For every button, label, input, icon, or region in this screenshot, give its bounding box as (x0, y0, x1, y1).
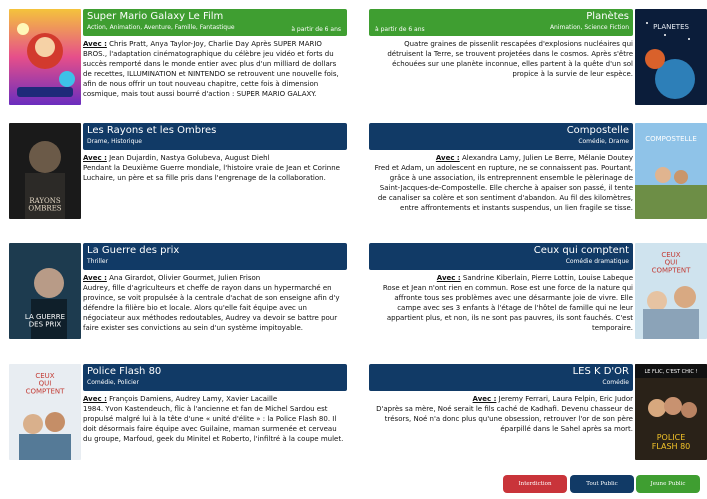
cast-label: Avec : (83, 395, 107, 403)
poster-guerre-des-prix (9, 243, 81, 339)
legend-tout-public (570, 475, 634, 493)
film-cast: Ana Girardot, Olivier Gourmet, Julien Frison (109, 274, 261, 282)
poster-title-line: QUI (38, 379, 52, 388)
poster-art-les-k-dor (635, 364, 707, 460)
film-title: Ceux qui comptent (533, 245, 629, 256)
legend-label: Interdiction (518, 481, 552, 487)
film-info (83, 394, 347, 444)
poster-ceux-qui-comptent (635, 243, 707, 339)
legend-label: Jeune Public (650, 481, 686, 487)
film-synopsis: Rose et Jean n'ont rien en commun. Rose est une force de la nature qui affronte tous ses problèmes avec une désarmante joie de vivre. Elle campe avec ses 3 enfants à l'étage de l'hôtel de famille qui ne leur appartient plus, et non, ils ne sont pas pauvres, ils sont fauchés. C'est temporaire. (382, 284, 633, 332)
film-title: La Guerre des prix (87, 245, 180, 256)
film-info (83, 39, 347, 99)
poster-title-line: LA GUERRE (24, 313, 66, 321)
poster-title-line: COMPTENT (651, 266, 691, 275)
poster-title (25, 313, 65, 329)
age-rating: à partir de 6 ans (291, 26, 341, 33)
film-info (369, 394, 633, 434)
poster-art-super-mario (9, 9, 81, 105)
cast-label: Avec : (435, 154, 460, 162)
cast-label: Avec : (83, 40, 107, 48)
film-genre: Action, Animation, Aventure, Famille, Fantastique (87, 24, 235, 31)
poster-title-line: RAYONS (29, 197, 61, 205)
film-title: Compostelle (566, 125, 629, 136)
film-title: Police Flash 80 (87, 366, 162, 377)
poster-planetes (635, 9, 707, 105)
film-synopsis: Audrey, fille d'agriculteurs et cheffe de rayon dans un hypermarché en province, se voit propulsée à la centrale d'achat de son enseigne afin d'y défendre la filière bio et locale. Alors qu'elle fait équipe avec un négociateur aux méthodes redoutables, Audrey va devoir se battre pour faire exister ses convictions au sein d'un système impitoyable. (83, 284, 340, 332)
film-cast: Sandrine Kiberlain, Pierre Lottin, Louise Labeque (462, 274, 633, 282)
film-title: LES K D'OR (572, 366, 629, 377)
poster-title-line: DES PRIX (28, 320, 62, 329)
film-header-rayons-ombres (83, 123, 347, 150)
cast-label: Avec : (472, 395, 497, 403)
film-genre: Drame, Historique (87, 138, 142, 145)
film-synopsis: D'après sa mère, Noé serait le fils caché de Kadhafi. Devenu chasseur de trésors, Noé n'a donc plus qu'une obsession, retrouver l'or de son père éparpillé dans le Sahel après sa mort. (376, 405, 633, 433)
film-synopsis: Chris Pratt, Anya Taylor-Joy, Charlie Day Après SUPER MARIO BROS., l'adaptation cinématographique du célèbre jeu vidéo et forts du succès remporté dans le monde entier avec plus d'un milliard de dollars de recettes, ILLUMINATION et NINTENDO se retrouvent une nouvelle fois, afin de nous offrir un tout nouveau chapitre, cette fois à dimension cosmique, mais tout aussi bourré d'action : SUPER MARIO GALAXY. (83, 40, 339, 98)
poster-rayons-ombres (9, 123, 81, 219)
poster-super-mario (9, 9, 81, 105)
poster-title-line: CEUX (661, 251, 681, 259)
film-header-les-k-dor (369, 364, 633, 391)
film-header-ceux-qui-comptent (369, 243, 633, 270)
poster-title (28, 197, 61, 213)
film-cast: François Damiens, Audrey Lamy, Xavier Lacaille (109, 395, 278, 403)
film-info (369, 153, 633, 213)
film-cast: Jean Dujardin, Nastya Golubeva, August Diehl (109, 154, 270, 162)
cast-label: Avec : (436, 274, 461, 282)
cast-label: Avec : (83, 154, 107, 162)
poster-title: COMPOSTELLE (645, 135, 697, 143)
film-synopsis: Quatre graines de pissenlit rescapées d'explosions nucléaires qui détruisent la Terre, se trouvent projetées dans le cosmos. Après s'être échouées sur une planète inconnue, elles partent à la quête d'un sol propice à la survie de leur espèce. (387, 40, 633, 78)
poster-les-k-dor (635, 364, 707, 460)
film-genre: Comédie, Policier (87, 379, 139, 386)
poster-title-line: FLASH 80 (651, 441, 691, 451)
film-header-super-mario (83, 9, 347, 36)
poster-title-line: OMBRES (28, 204, 62, 213)
poster-art-rayons-ombres (9, 123, 81, 219)
poster-title-line: POLICE (656, 433, 686, 442)
film-header-planetes (369, 9, 633, 36)
poster-art-police-flash-80 (9, 364, 81, 460)
film-info (83, 153, 347, 183)
cast-label: Avec : (83, 274, 107, 282)
poster-art-planetes (635, 9, 707, 105)
poster-art-ceux-qui-comptent (635, 243, 707, 339)
poster-title (652, 433, 691, 451)
legend-interdiction (503, 475, 567, 493)
film-genre: Comédie (602, 379, 629, 386)
film-cast: Jeremy Ferrari, Laura Felpin, Eric Judor (498, 395, 633, 403)
poster-art-guerre-des-prix (9, 243, 81, 339)
film-genre: Animation, Science Fiction (549, 24, 629, 31)
poster-title-line: COMPTENT (25, 387, 65, 396)
poster-title: PLANETES (653, 23, 689, 31)
film-title: Les Rayons et les Ombres (87, 125, 217, 136)
film-info (83, 273, 347, 333)
film-genre: Thriller (87, 258, 109, 265)
film-title: Planètes (586, 11, 629, 22)
age-rating: à partir de 6 ans (375, 26, 425, 33)
legend-label: Tout Public (586, 481, 618, 487)
film-title: Super Mario Galaxy Le Film (87, 11, 224, 22)
film-genre: Comédie dramatique (565, 258, 629, 265)
film-genre: Comédie, Drame (578, 138, 629, 145)
film-header-compostelle (369, 123, 633, 150)
film-synopsis: Pendant la Deuxième Guerre mondiale, l'histoire vraie de Jean et Corinne Luchaire, un père et sa fille pris dans l'engrenage de la collaboration. (83, 164, 340, 182)
film-header-police-flash-80 (83, 364, 347, 391)
film-header-guerre-des-prix (83, 243, 347, 270)
film-synopsis: 1984. Yvon Kastendeuch, flic à l'ancienne et fan de Michel Sardou est propulsé malgré lui à la tête d'une « unité d'élite » : la Police Flash 80. Il doit désormais faire équipe avec Guilaine, maman surmenée et cerveau du groupe, Marfoud, geek du Minitel et Roberto, l'infiltré à la coupe mulet. (83, 405, 344, 443)
film-info (369, 273, 633, 333)
film-synopsis: Fred et Adam, un adolescent en rupture, ne se connaissent pas. Pourtant, grâce à une association, ils entreprennent ensemble le pèlerinage de Saint-Jacques-de-Compostelle. Elle cherche à apaiser son passé, il tente de canaliser sa colère et son sentiment d'abandon. Au fil des kilomètres, entre affrontements et instants suspendus, un lien fragile se tisse. (374, 164, 633, 212)
film-cast: Alexandra Lamy, Julien Le Berre, Mélanie Doutey (461, 154, 633, 162)
poster-tagline: LE FLIC, C'EST CHIC ! (644, 369, 698, 375)
film-info (369, 39, 633, 79)
poster-title-line: QUI (664, 258, 678, 267)
legend-jeune-public (636, 475, 700, 493)
poster-police-flash-80 (9, 364, 81, 460)
poster-title-line: CEUX (35, 372, 55, 380)
poster-compostelle (635, 123, 707, 219)
poster-art-compostelle (635, 123, 707, 219)
